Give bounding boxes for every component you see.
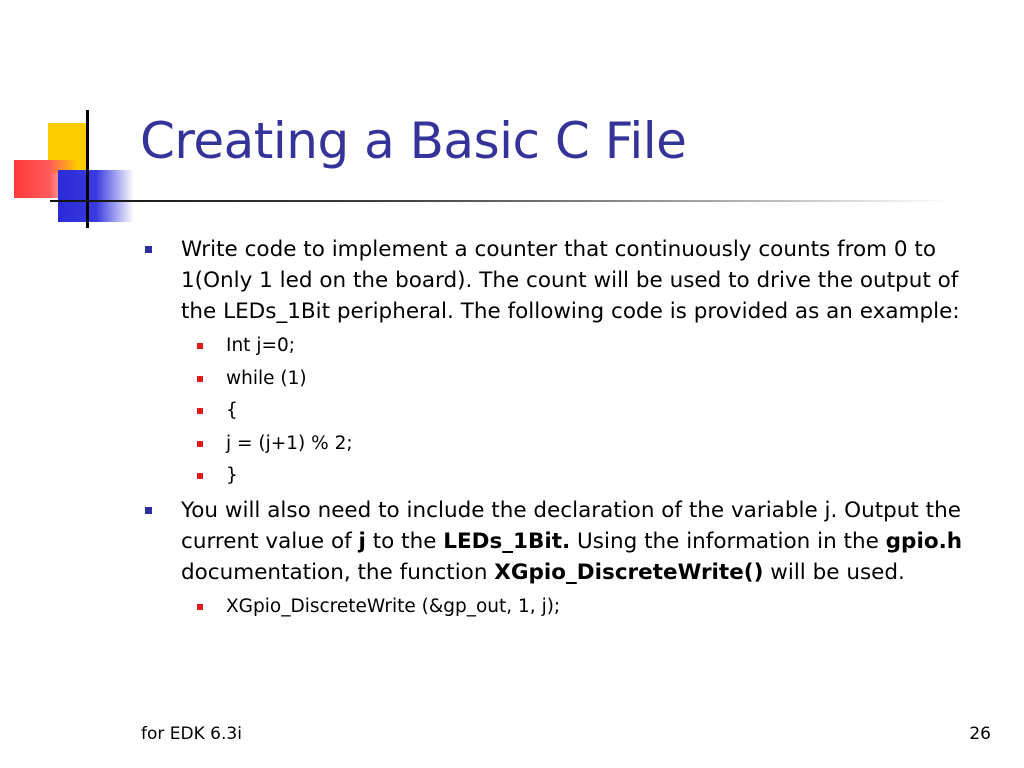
sub-bullet-marker bbox=[197, 408, 203, 414]
code-line: } bbox=[226, 465, 238, 486]
slide-body bbox=[140, 234, 1000, 625]
bullet-2 bbox=[140, 495, 1000, 588]
sub-bullet bbox=[140, 428, 1000, 461]
text-run: Using the information in the bbox=[570, 528, 886, 554]
sub-bullet-marker bbox=[197, 376, 203, 382]
bold-peripheral-name: LEDs_1Bit. bbox=[443, 528, 571, 554]
bold-variable-j: j bbox=[358, 528, 366, 554]
code-line: while (1) bbox=[226, 367, 307, 389]
code-line: Int j=0; bbox=[226, 335, 295, 356]
code-line: j = (j+1) % 2; bbox=[226, 432, 353, 454]
code-example-list-2 bbox=[140, 591, 1000, 624]
slide-title: Creating a Basic C File bbox=[140, 112, 687, 170]
sub-bullet-marker bbox=[197, 473, 203, 479]
page-number: 26 bbox=[969, 724, 991, 744]
sub-bullet bbox=[140, 460, 1000, 493]
text-run: will be used. bbox=[763, 559, 905, 585]
bullet-marker bbox=[145, 507, 152, 514]
decor-vertical-line bbox=[86, 110, 89, 228]
bullet-1-text: Write code to implement a counter that continuously counts from 0 to 1(Only 1 led on the board). The count will be used to drive the output of the LEDs_1Bit peripheral. The following code is provided as an example: bbox=[181, 237, 960, 324]
title-underline bbox=[50, 200, 950, 202]
sub-bullet-marker bbox=[197, 441, 203, 447]
sub-bullet bbox=[140, 330, 1000, 363]
sub-bullet bbox=[140, 591, 1000, 624]
code-line: XGpio_DiscreteWrite (&gp_out, 1, j); bbox=[226, 595, 561, 617]
bullet-1 bbox=[140, 234, 1000, 327]
code-example-list bbox=[140, 330, 1000, 493]
text-run: to the bbox=[365, 528, 444, 554]
bold-function-name: XGpio_DiscreteWrite() bbox=[494, 559, 764, 585]
footer-text: for EDK 6.3i bbox=[141, 724, 242, 744]
text-run: You will also need to include the declaration of the variable j. Output the current value of bbox=[181, 497, 961, 554]
bullet-marker bbox=[145, 246, 152, 253]
bold-header-file: gpio.h bbox=[885, 528, 963, 554]
sub-bullet bbox=[140, 363, 1000, 396]
code-line: { bbox=[226, 400, 238, 421]
bullet-2-text bbox=[181, 498, 962, 585]
sub-bullet bbox=[140, 395, 1000, 428]
decor-blue-square bbox=[58, 170, 134, 222]
text-run: documentation, the function bbox=[181, 559, 495, 585]
sub-bullet-marker bbox=[197, 343, 203, 349]
sub-bullet-marker bbox=[197, 604, 203, 610]
